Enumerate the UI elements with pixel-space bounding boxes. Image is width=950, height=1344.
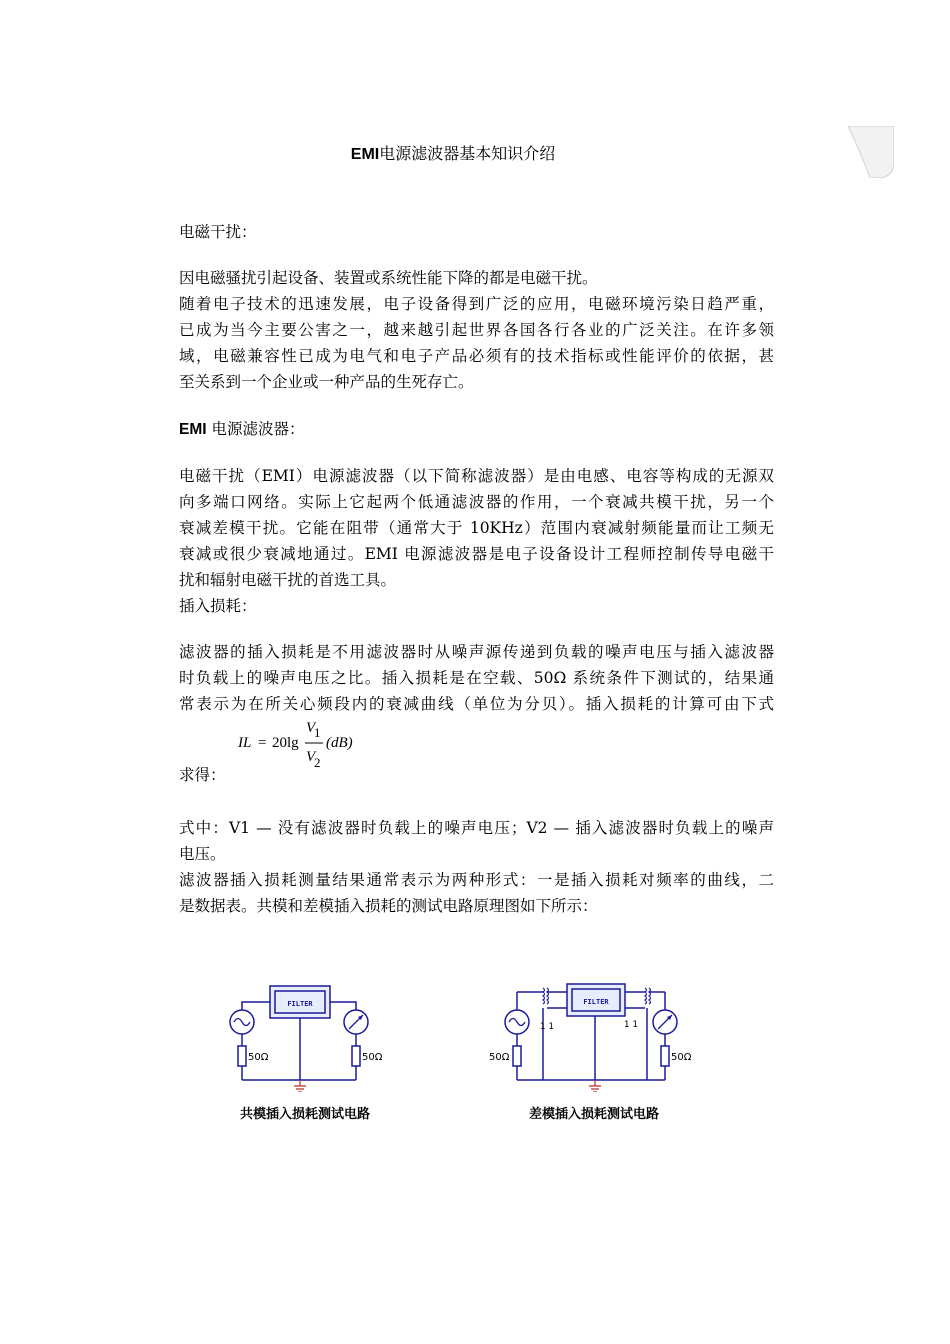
heading-insertion-loss: 插入损耗：	[179, 597, 257, 615]
formula-numerator: V	[306, 720, 316, 736]
common-mode-circuit-diagram	[225, 982, 395, 1092]
text-line: 衰减差模干扰。它能在阻带（通常大于 10KHz）范围内衰减射频能量而让工频无	[179, 519, 774, 537]
para-emi-background	[179, 291, 774, 395]
text-line: 已成为当今主要公害之一，越来越引起世界各国各行各业的广泛关注。在许多领	[179, 321, 774, 339]
text-line: 滤波器插入损耗测量结果通常表示为两种形式：一是插入损耗对频率的曲线，二	[179, 871, 774, 889]
common-mode-caption: 共模插入损耗测试电路	[240, 1107, 371, 1122]
para-emi-filter	[179, 463, 774, 593]
text-line: 衰减或很少衰减地通过。EMI 电源滤波器是电子设备设计工程师控制传导电磁干	[179, 545, 774, 563]
para-formula-where	[179, 815, 774, 867]
diff-r-right: 50Ω	[671, 1052, 692, 1063]
text-line: 域，电磁兼容性已成为电气和电子产品必须有的技术指标或性能评价的依据，甚	[179, 347, 774, 365]
common-r-left: 50Ω	[248, 1052, 269, 1063]
formula-unit: (dB)	[326, 735, 353, 751]
page-title: EMI电源滤波器基本知识介绍	[350, 144, 556, 163]
heading-emi: 电磁干扰：	[179, 223, 257, 241]
formula-eq: =	[258, 735, 267, 751]
text-line: 电压。	[179, 845, 226, 863]
text-line: 式中：V1 — 没有滤波器时负载上的噪声电压；V2 — 插入滤波器时负载上的噪声	[179, 819, 774, 837]
differential-mode-caption: 差模插入损耗测试电路	[529, 1107, 660, 1122]
text-line: 扰和辐射电磁干扰的首选工具。	[179, 571, 397, 589]
text-line: 时负载上的噪声电压之比。插入损耗是在空载、50Ω 系统条件下测试的，结果通	[179, 669, 774, 687]
formula-denominator-sub: 2	[314, 755, 321, 770]
text-line: 电磁干扰（EMI）电源滤波器（以下简称滤波器）是由电感、电容等构成的无源双	[179, 467, 774, 485]
para-measurement-result	[179, 867, 774, 919]
text-line: 滤波器的插入损耗是不用滤波器时从噪声源传递到负载的噪声电压与插入滤波器	[179, 643, 774, 661]
formula-lhs: IL	[238, 735, 252, 751]
formula-coef: 20lg	[272, 735, 299, 751]
differential-mode-circuit-diagram	[487, 982, 702, 1092]
common-filter-label: FILTER	[287, 1000, 313, 1008]
formula-denominator: V	[306, 749, 316, 765]
para-emi-definition: 因电磁骚扰引起设备、装置或系统性能下降的都是电磁干扰。	[179, 269, 598, 287]
text-line: 是数据表。共模和差模插入损耗的测试电路原理图如下所示：	[179, 897, 598, 915]
diff-ratio-left: 1 1	[539, 1022, 555, 1032]
text-line: 至关系到一个企业或一种产品的生死存亡。	[179, 373, 474, 391]
formula-numerator-sub: 1	[314, 725, 321, 740]
formula-suffix: 求得：	[179, 766, 226, 784]
text-line: 向多端口网络。实际上它起两个低通滤波器的作用，一个衰减共模干扰，另一个	[179, 493, 774, 511]
common-r-right: 50Ω	[362, 1052, 383, 1063]
text-line: 随着电子技术的迅速发展，电子设备得到广泛的应用，电磁环境污染日趋严重，	[179, 295, 774, 313]
diff-ratio-right: 1 1	[623, 1020, 639, 1030]
diff-filter-label: FILTER	[583, 998, 609, 1006]
diff-r-left: 50Ω	[489, 1052, 510, 1063]
text-line: 常表示为在所关心频段内的衰减曲线（单位为分贝）。插入损耗的计算可由下式	[179, 695, 774, 713]
heading-emi-filter: EMI 电源滤波器：	[179, 420, 305, 438]
para-insertion-loss	[179, 639, 774, 717]
